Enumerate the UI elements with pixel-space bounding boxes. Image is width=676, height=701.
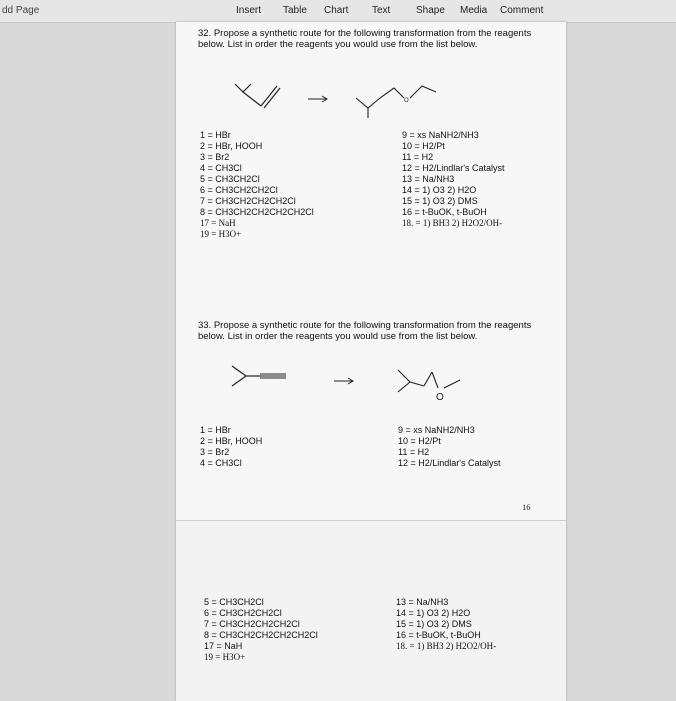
q33-starting-alkyne xyxy=(228,362,308,397)
reagent-12: 12 = H2/Lindlar's Catalyst xyxy=(402,163,505,173)
q32-product-ether xyxy=(354,78,444,123)
reagent-14: 14 = 1) O3 2) H2O xyxy=(402,185,477,195)
reagent-4: 4 = CH3Cl xyxy=(200,458,242,468)
reagent-19: 19 = H3O+ xyxy=(204,652,246,662)
reagent-2: 2 = HBr, HOOH xyxy=(200,436,263,446)
reagent-13: 13 = Na/NH3 xyxy=(402,174,455,184)
toolbar-comment[interactable]: Comment xyxy=(500,5,544,16)
reagent-3: 3 = Br2 xyxy=(200,152,230,162)
reagent-14: 14 = 1) O3 2) H2O xyxy=(396,608,471,618)
reagent-9: 9 = xs NaNH2/NH3 xyxy=(398,425,475,435)
question-32-text: 32. Propose a synthetic route for the following transformation from the reagents below. List in order the reagents you would use from the list below. xyxy=(198,28,532,50)
toolbar-table[interactable]: Table xyxy=(283,5,307,16)
oxygen-label: O xyxy=(436,392,444,403)
reaction-arrow xyxy=(308,90,330,108)
reagent-6: 6 = CH3CH2CH2Cl xyxy=(200,185,278,195)
reagent-18: 18. = 1) BH3 2) H2O2/OH- xyxy=(396,641,497,651)
reagent-6: 6 = CH3CH2CH2Cl xyxy=(204,608,282,618)
reagent-19: 19 = H3O+ xyxy=(200,229,242,239)
toolbar-shape[interactable]: Shape xyxy=(416,5,445,16)
reagent-17: 17 = NaH xyxy=(200,218,236,228)
reagent-10: 10 = H2/Pt xyxy=(402,141,445,151)
reagent-15: 15 = 1) O3 2) DMS xyxy=(396,619,472,629)
toolbar-media[interactable]: Media xyxy=(460,5,488,16)
reagent-11: 11 = H2 xyxy=(398,447,430,457)
reagent-10: 10 = H2/Pt xyxy=(398,436,441,446)
page2-reagents-right xyxy=(396,597,496,652)
reaction-arrow-2 xyxy=(334,372,356,390)
top-toolbar xyxy=(0,0,676,23)
q32-reagents-left xyxy=(200,130,314,240)
reagent-13: 13 = Na/NH3 xyxy=(396,597,449,607)
toolbar-text[interactable]: Text xyxy=(372,5,391,16)
reagent-1: 1 = HBr xyxy=(200,130,231,140)
q33-reagents-left xyxy=(200,425,262,469)
reagent-2: 2 = HBr, HOOH xyxy=(200,141,263,151)
reagent-5: 5 = CH3CH2Cl xyxy=(200,174,260,184)
reagent-5: 5 = CH3CH2Cl xyxy=(204,597,264,607)
reagent-7: 7 = CH3CH2CH2CH2Cl xyxy=(200,196,296,206)
reagent-18: 18. = 1) BH3 2) H2O2/OH- xyxy=(402,218,503,228)
reagent-17: 17 = NaH xyxy=(204,641,243,651)
reagent-15: 15 = 1) O3 2) DMS xyxy=(402,196,478,206)
reagent-16: 16 = t-BuOK, t-BuOH xyxy=(402,207,487,217)
q33-product-ether xyxy=(394,362,474,409)
toolbar-chart[interactable]: Chart xyxy=(324,5,349,16)
reagent-8: 8 = CH3CH2CH2CH2CH2Cl xyxy=(200,207,314,217)
reagent-4: 4 = CH3Cl xyxy=(200,163,242,173)
reagent-11: 11 = H2 xyxy=(402,152,434,162)
reagent-16: 16 = t-BuOK, t-BuOH xyxy=(396,630,481,640)
reagent-12: 12 = H2/Lindlar's Catalyst xyxy=(398,458,501,468)
q32-reagents-right xyxy=(402,130,505,229)
reagent-1: 1 = HBr xyxy=(200,425,231,435)
document-page-2 xyxy=(176,520,566,701)
oxygen-label: O xyxy=(404,98,409,104)
toolbar-insert[interactable]: Insert xyxy=(236,5,262,16)
question-33-text: 33. Propose a synthetic route for the following transformation from the reagents below. List in order the reagents you would use from the list below. xyxy=(198,320,532,342)
reagent-3: 3 = Br2 xyxy=(200,447,230,457)
q33-reagents-right xyxy=(398,425,501,469)
reagent-9: 9 = xs NaNH2/NH3 xyxy=(402,130,479,140)
q32-starting-alkene xyxy=(231,78,291,113)
page-number: 16 xyxy=(522,502,531,512)
reagent-7: 7 = CH3CH2CH2CH2Cl xyxy=(204,619,300,629)
page2-reagents-left xyxy=(204,597,318,663)
reagent-8: 8 = CH3CH2CH2CH2CH2Cl xyxy=(204,630,318,640)
page-label: dd Page xyxy=(2,5,40,16)
